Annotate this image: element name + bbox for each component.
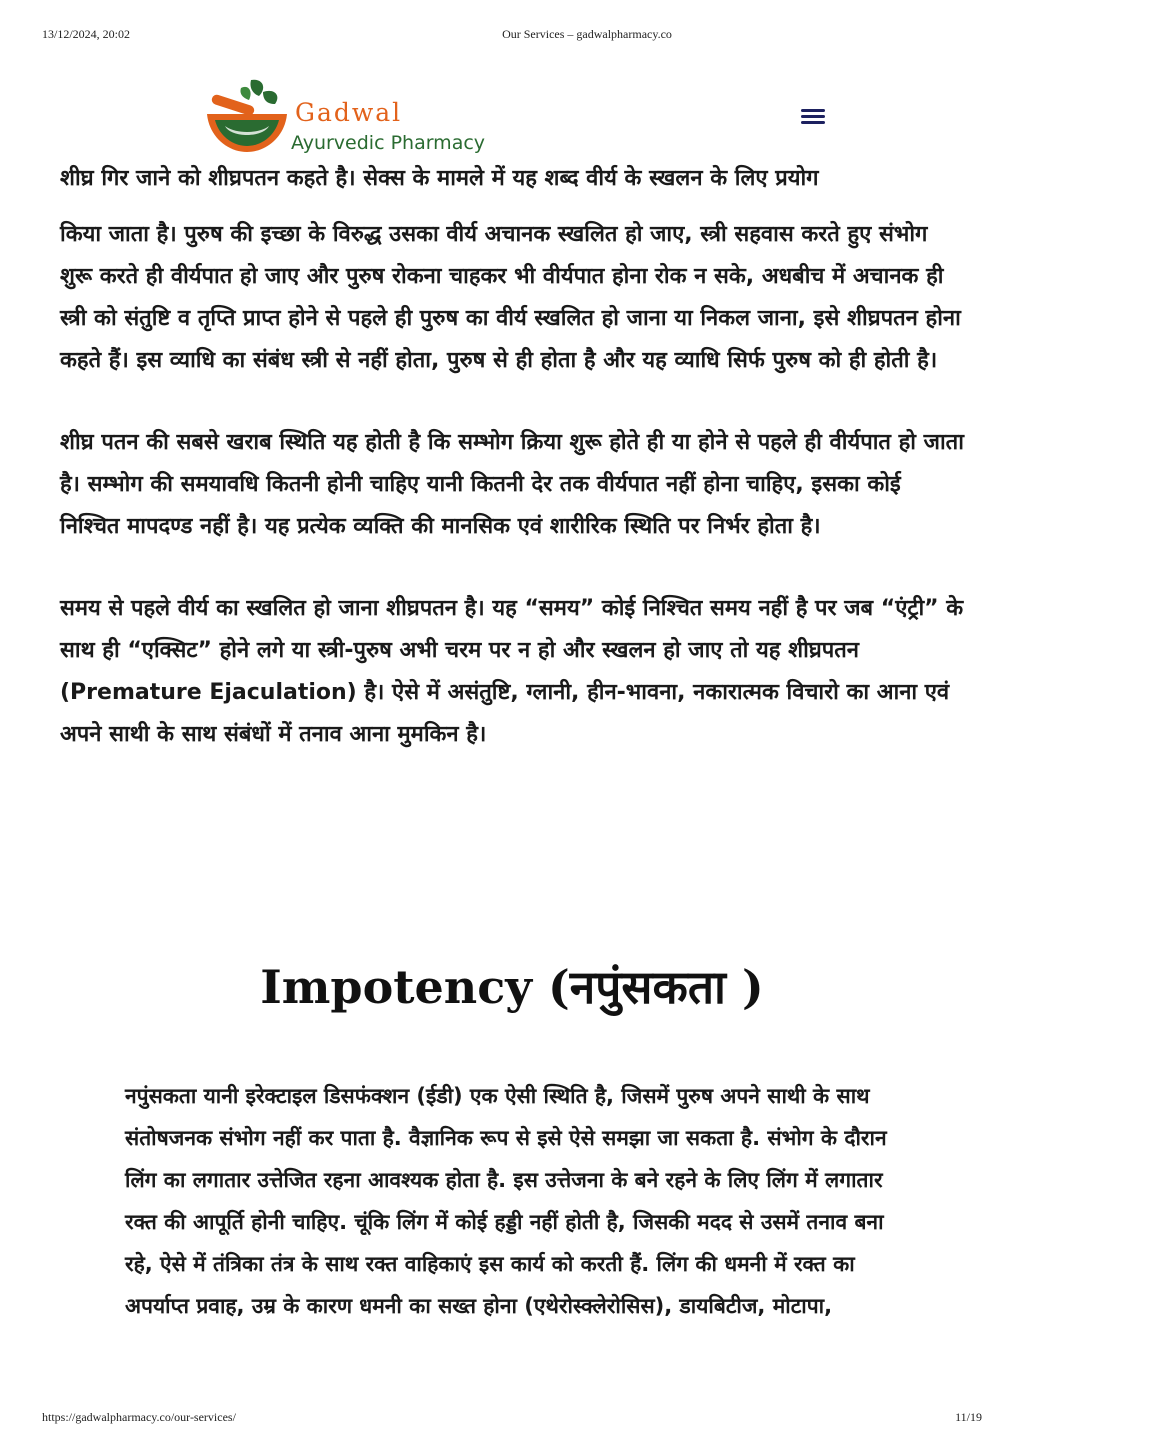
site-logo[interactable] [205,74,515,158]
paragraph: किया जाता है। पुरुष की इच्छा के विरुद्ध उसका वीर्य अचानक स्खलित हो जाए, स्त्री सहवास करते हुए संभोग शुरू करते ही वीर्यपात हो जाए और पुरुष रोकना चाहकर भी वीर्यपात होना रोक न सके, अधबीच में अचानक ही स्त्री को संतुष्टि व तृप्ति प्राप्त होने से पहले ही पुरुष का वीर्य स्खलित हो जाना या निकल जाना, इसे शीघ्रपतन होना कहते हैं। इस व्याधि का संबंध स्त्री से नहीं होता, पुरुष से ही होता है और यह व्याधि सिर्फ पुरुष को ही होती है। [60,222,961,373]
print-url: https://gadwalpharmacy.co/our-services/ [42,1410,236,1424]
print-page-title: Our Services – gadwalpharmacy.co [502,27,672,41]
hamburger-menu-icon-bar [801,121,825,124]
print-header [0,27,1024,43]
site-header [0,72,1024,162]
article-content [60,214,964,796]
clipped-text: शीघ्र गिर जाने को शीघ्रपतन कहते है। सेक्स के मामले में यह शब्द वीर्य के स्खलन के लिए प्रयोग [60,166,819,191]
paragraph: शीघ्र पतन की सबसे खराब स्थिति यह होती है कि सम्भोग क्रिया शुरू होते ही या होने से पहले ही वीर्यपात हो जाता है। सम्भोग की समयावधि कितनी होनी चाहिए यानी कितनी देर तक वीर्यपात नहीं होना चाहिए, इसका कोई निश्चित मापदण्ड नहीं है। यह प्रत्येक व्यक्ति की मानसिक एवं शारीरिक स्थिति पर निर्भर होता है। [60,430,964,539]
print-page-number: 11/19 [955,1410,982,1424]
logo-brand-name: Gadwal [295,98,403,127]
print-datetime: 13/12/2024, 20:02 [42,27,131,41]
hamburger-menu-icon-bar [801,109,825,112]
print-footer [0,1410,1024,1426]
logo-brand-subtitle: Ayurvedic Pharmacy [291,132,486,154]
clipped-text-line [60,166,960,192]
hamburger-menu-button[interactable] [798,106,828,132]
section-heading: Impotency (नपुंसकता ) [260,960,764,1014]
paragraph: समय से पहले वीर्य का स्खलित हो जाना शीघ्रपतन है। यह “समय” कोई निश्चित समय नहीं है पर जब “एंट्री” के साथ ही “एक्सिट” होने लगे या स्त्री-पुरुष अभी चरम पर न हो और स्खलन हो जाए तो यह शीघ्रपतन (Premature Ejaculation) है। ऐसे में असंतुष्टि, ग्लानी, हीन-भावना, नकारात्मक विचारो का आना एवं अपने साथी के साथ संबंधों में तनाव आना मुमकिन है। [60,596,964,747]
mortar-pestle-leaf-icon [205,74,295,158]
hamburger-menu-icon-bar [801,115,825,118]
section-paragraph: नपुंसकता यानी इरेक्टाइल डिसफंक्शन (ईडी) एक ऐसी स्थिति है, जिसमें पुरुष अपने साथी के साथ संतोषजनक संभोग नहीं कर पाता है. वैज्ञानिक रूप से इसे ऐसे समझा जा सकता है. संभोग के दौरान लिंग का लगातार उत्तेजित रहना आवश्यक होता है. इस उत्तेजना के बने रहने के लिए लिंग में लगातार रक्त की आपूर्ति होनी चाहिए. चूंकि लिंग में कोई हड्डी नहीं होती है, जिसकी मदद से उसमें तनाव बना रहे, ऐसे में तंत्रिका तंत्र के साथ रक्त वाहिकाएं इस कार्य को करती हैं. लिंग की धमनी में रक्त का अपर्याप्त प्रवाह, उम्र के कारण धमनी का सख्त होना (एथेरोस्क्लेरोसिस), डायबिटीज, मोटापा, [125,1084,887,1318]
